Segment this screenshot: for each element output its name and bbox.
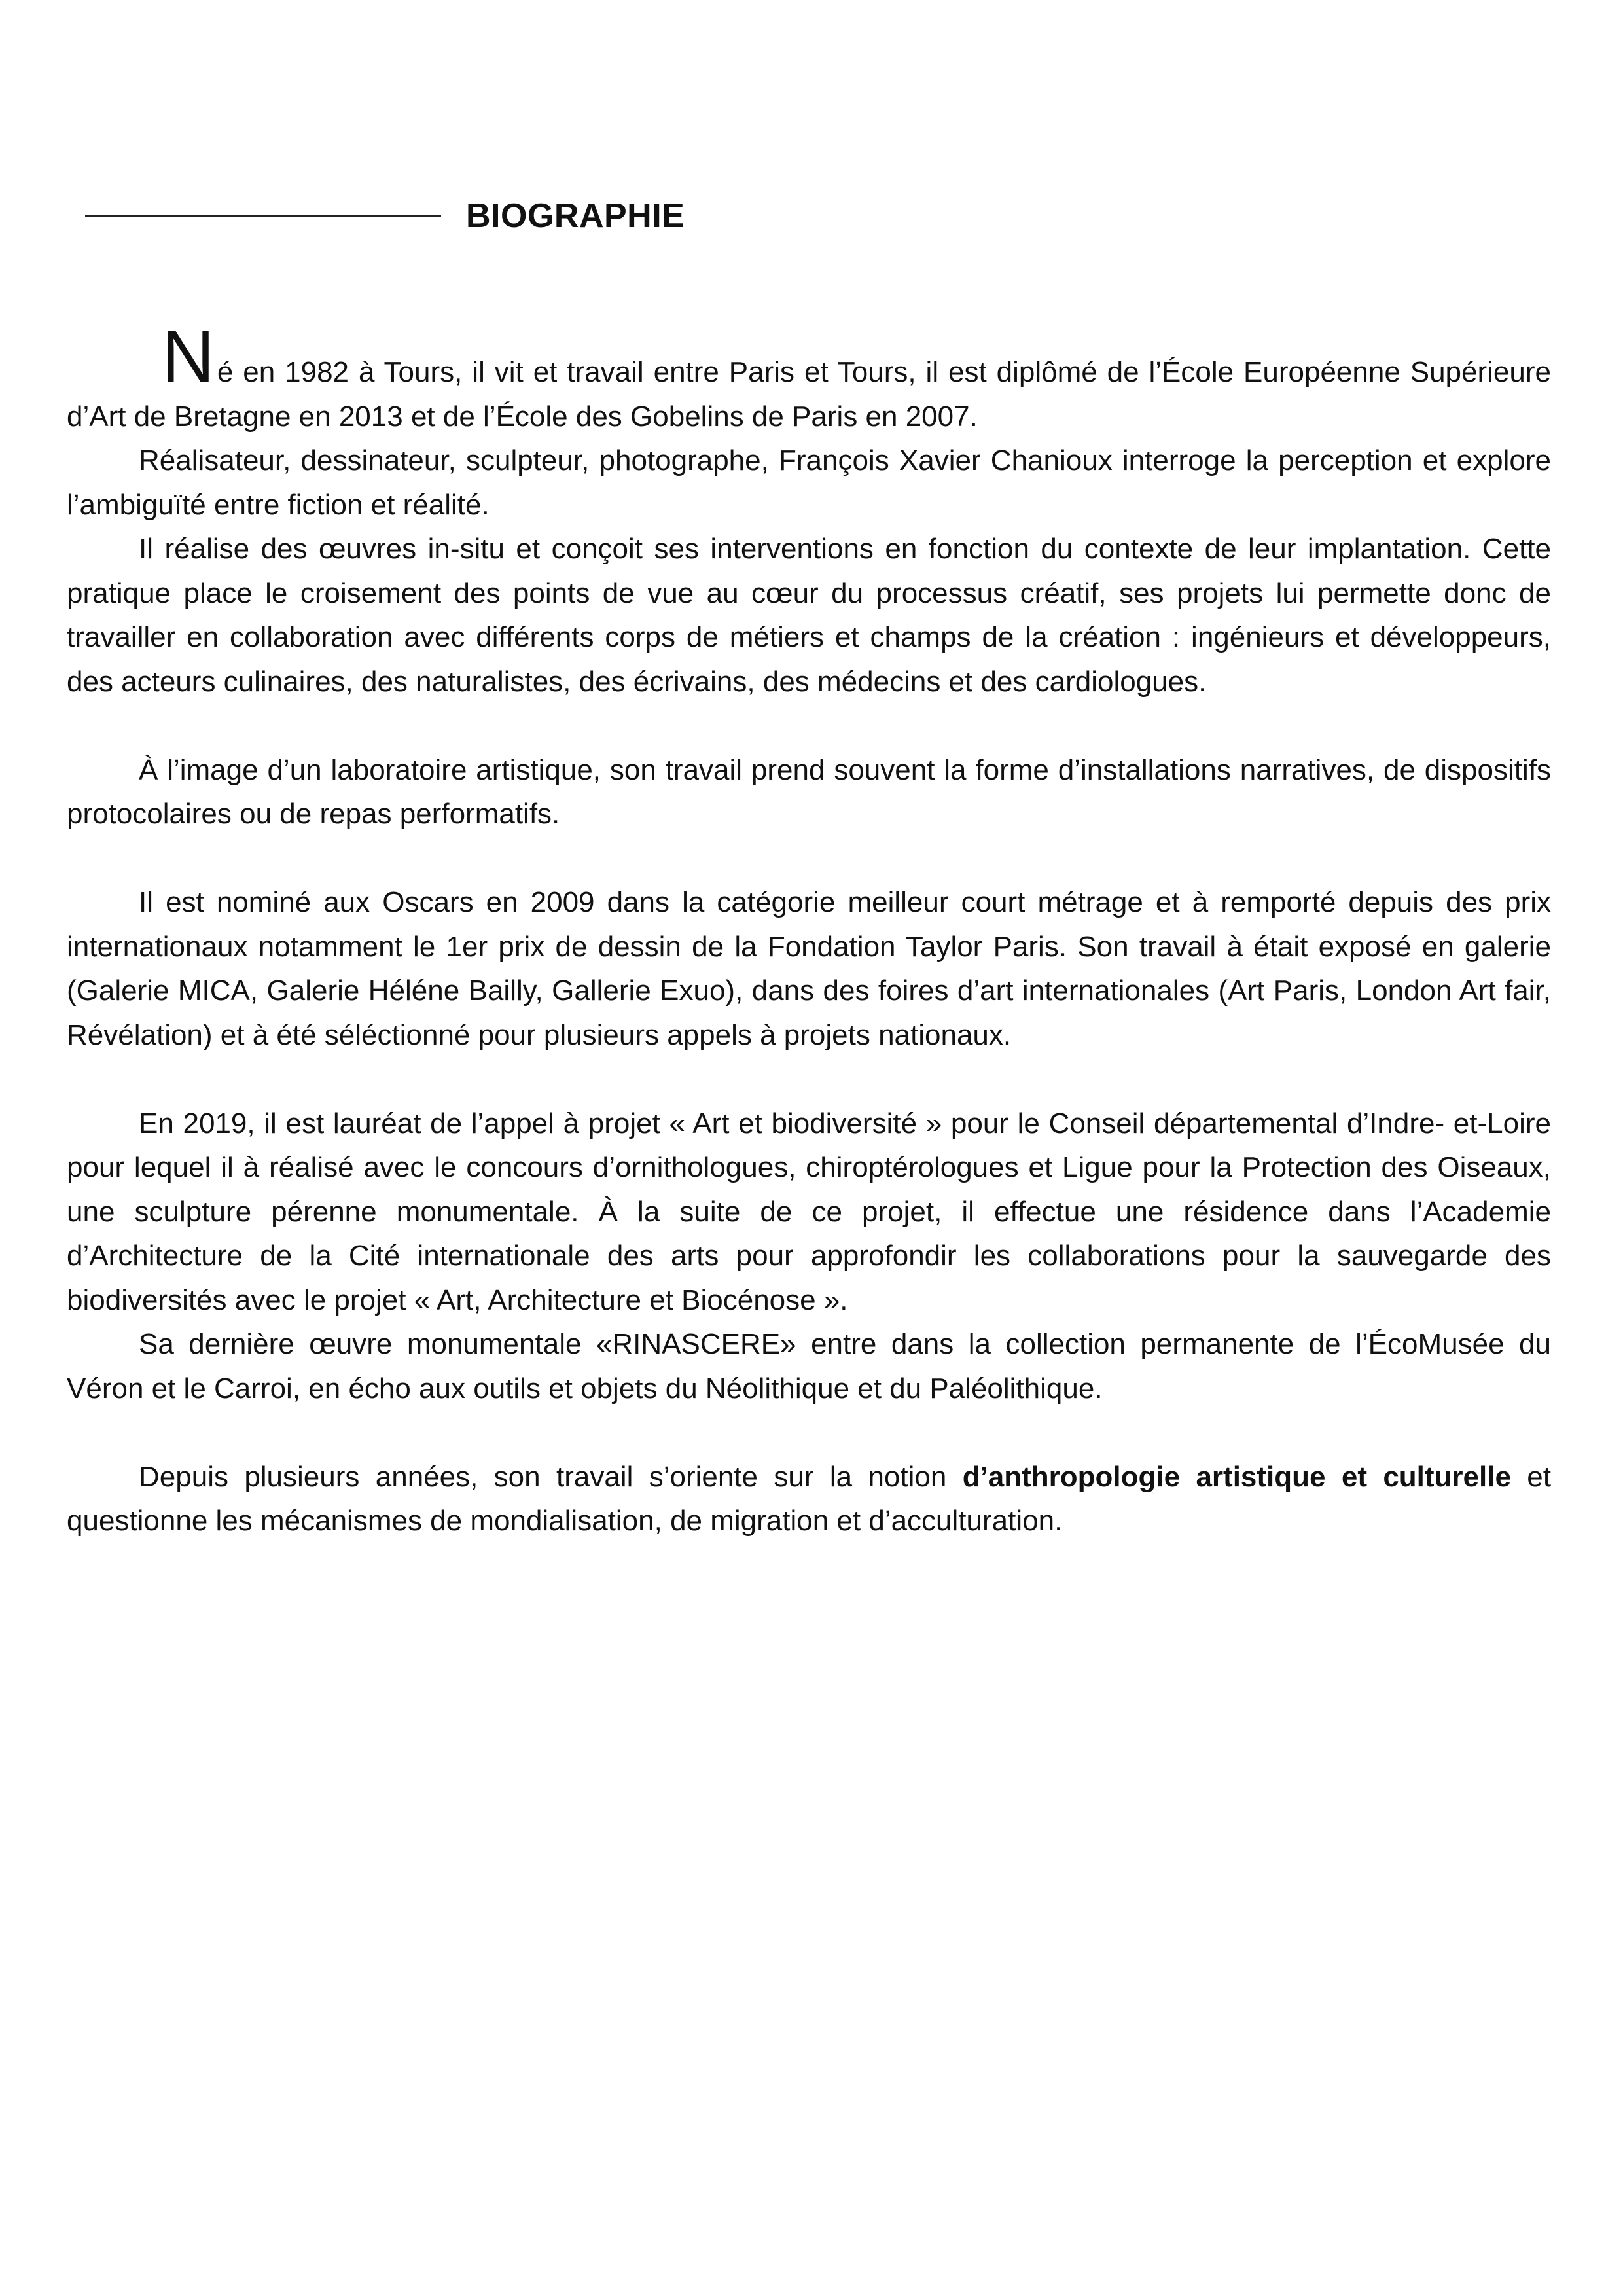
bio-paragraph-4: À l’image d’un laboratoire artistique, son travail prend souvent la forme d’installations narratives, de dispositifs protocolaires ou de repas performatifs. bbox=[67, 753, 1551, 830]
bio-paragraph-7: Sa dernière œuvre monumentale «RINASCERE» entre dans la collection permanente de l’ÉcoMusée du Véron et le Carroi, en écho aux outils et objets du Néolithique et du Paléolithique. bbox=[67, 1328, 1551, 1405]
drop-cap: N bbox=[162, 315, 215, 397]
page-header bbox=[85, 196, 685, 236]
bio-paragraph-8 bbox=[67, 1455, 1551, 1543]
bio-paragraph-8-bold: d’anthropologie artistique et culturelle bbox=[962, 1460, 1511, 1493]
header-rule bbox=[85, 215, 441, 217]
bio-paragraph-8-text-after: et questionne les mécanismes de mondialisation, de migration et d’acculturation. bbox=[67, 1460, 1551, 1537]
bio-paragraph-8-text-before: Depuis plusieurs années, son travail s’oriente sur la notion bbox=[139, 1460, 963, 1493]
bio-paragraph-5: Il est nominé aux Oscars en 2009 dans la catégorie meilleur court métrage et à remporté depuis des prix internationaux notamment le 1er prix de dessin de la Fondation Taylor Paris. Son travail à était exposé en galerie (Galerie MICA, Galerie Héléne Bailly, Gallerie Exuo), dans des foires d’art internationales (Art Paris, London Art fair, Révélation) et à été séléctionné pour plusieurs appels à projets nationaux. bbox=[67, 886, 1551, 1051]
bio-paragraph-2: Réalisateur, dessinateur, sculpteur, photographe, François Xavier Chanioux interroge la perception et explore l’ambiguïté entre fiction et réalité. bbox=[67, 444, 1551, 521]
biography-body bbox=[67, 315, 1551, 1543]
bio-paragraph-3: Il réalise des œuvres in-situ et conçoit ses interventions en fonction du contexte de leur implantation. Cette pratique place le croisement des points de vue au cœur du processus créatif, ses projets lui permette donc de travailler en collaboration avec différents corps de métiers et champs de la création : ingénieurs et développeurs, des acteurs culinaires, des naturalistes, des écrivains, des médecins et des cardiologues. bbox=[67, 533, 1551, 698]
page-title: BIOGRAPHIE bbox=[466, 197, 685, 235]
bio-paragraph-1-text: é en 1982 à Tours, il vit et travail entre Paris et Tours, il est diplômé de l’École Européenne Supérieure d’Art de Bretagne en 2013 et de l’École des Gobelins de Paris en 2007. bbox=[67, 356, 1551, 433]
bio-paragraph-1 bbox=[67, 315, 1551, 439]
bio-paragraph-6: En 2019, il est lauréat de l’appel à projet « Art et biodiversité » pour le Conseil départemental d’Indre- et-Loire pour lequel il à réalisé avec le concours d’ornithologues, chiroptérologues et Ligue pour la Protection des Oiseaux, une sculpture pérenne monumentale. À la suite de ce projet, il effectue une résidence dans l’Academie d’Architecture de la Cité internationale des arts pour approfondir les collaborations pour la sauvegarde des biodiversités avec le projet « Art, Architecture et Biocénose ». bbox=[67, 1107, 1551, 1316]
